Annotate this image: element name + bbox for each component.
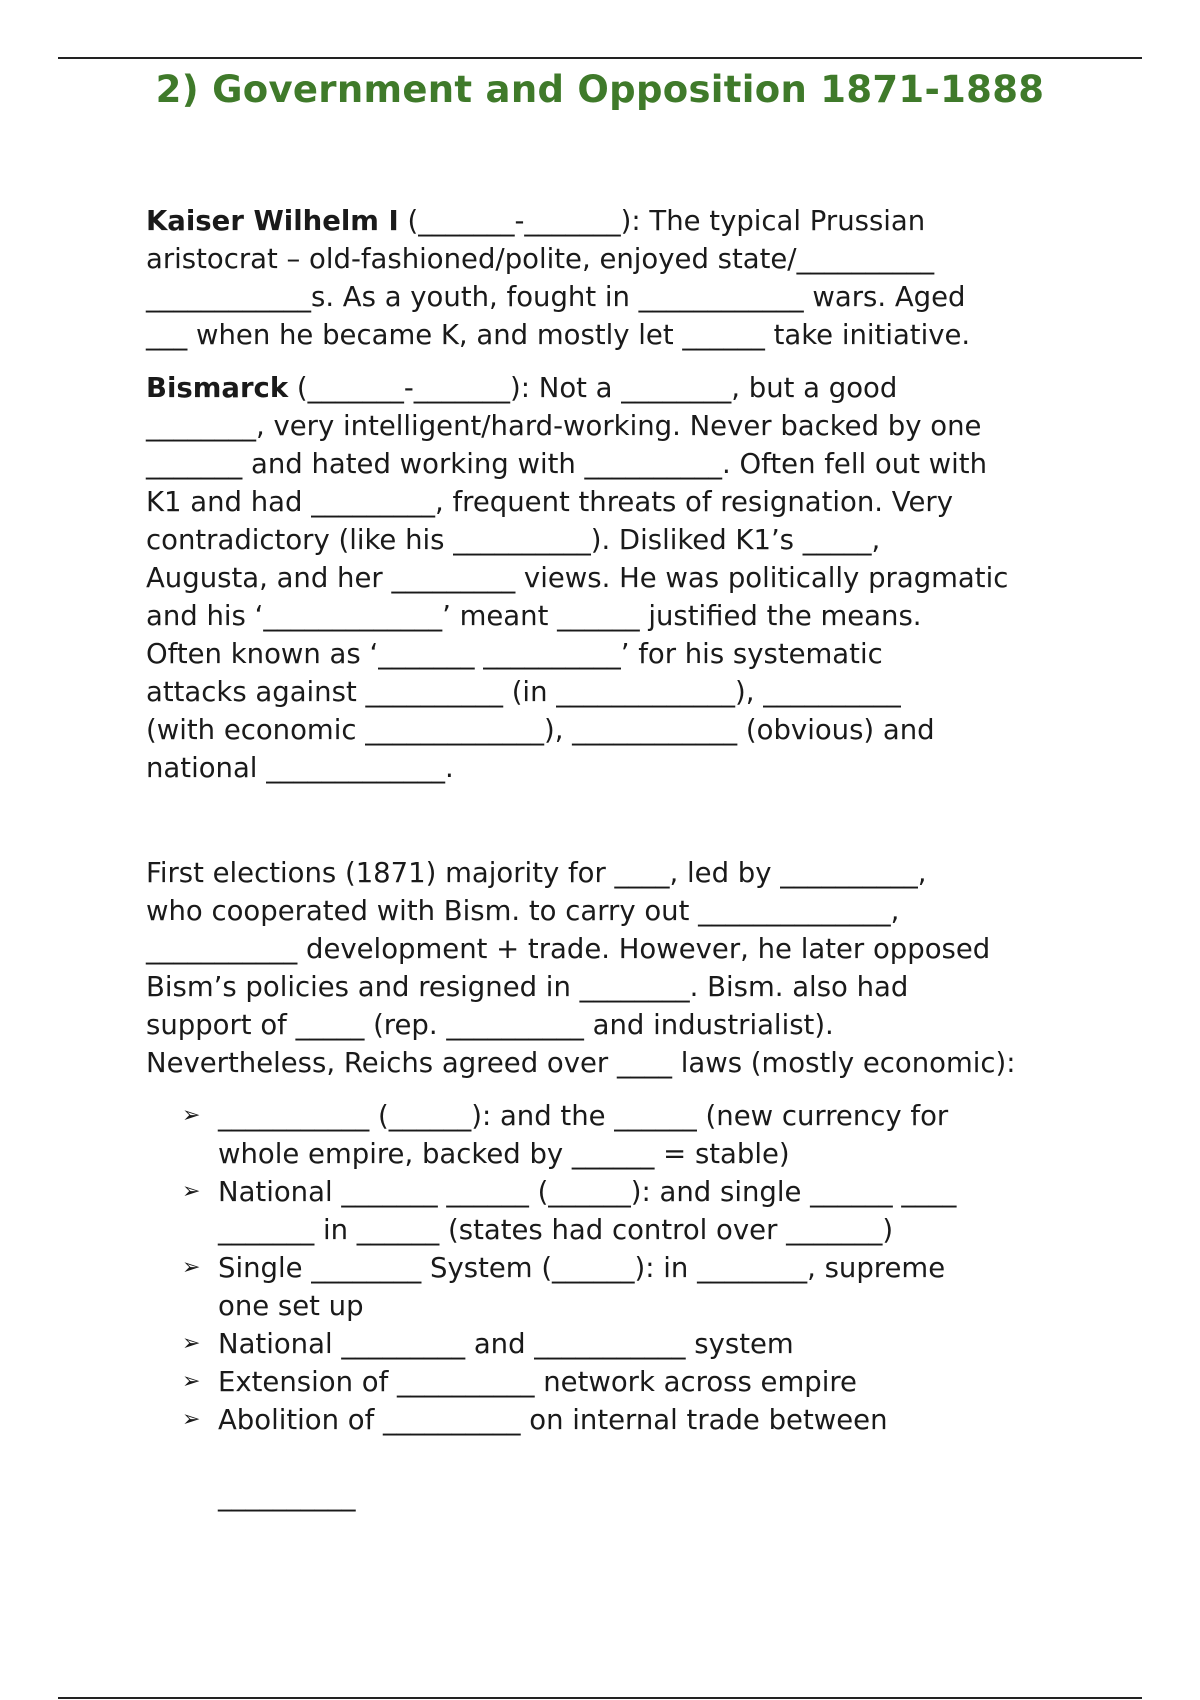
arrow-bullet-icon: ➢ [182, 1331, 201, 1356]
bullet-1-line-1: ___________ (______): and the ______ (new currency for [218, 1100, 949, 1132]
kaiser-line-3: ____________s. As a youth, fought in ____________ wars. Aged [146, 281, 966, 313]
bismarck-heading: Bismarck [146, 372, 289, 404]
bullet-6-line-1: Abolition of __________ on internal trade between [218, 1404, 888, 1436]
bismarck-line-5: contradictory (like his __________). Disliked K1’s _____, [146, 524, 881, 556]
bismarck-line-3: _______ and hated working with __________. Often fell out with [146, 448, 987, 480]
kaiser-line-4: ___ when he became K, and mostly let ______ take initiative. [146, 319, 971, 351]
bullet-4-line-1: National _________ and ___________ system [218, 1328, 794, 1360]
list-item [146, 1401, 1076, 1515]
bismarck-line-11: national _____________. [146, 752, 454, 784]
elections-paragraph [146, 854, 1066, 1082]
elections-line-5: support of _____ (rep. __________ and industrialist). [146, 1009, 834, 1041]
bullet-6-line-2 [218, 1439, 1076, 1477]
kaiser-heading: Kaiser Wilhelm I [146, 205, 399, 237]
bullet-5-line-1: Extension of __________ network across empire [218, 1366, 857, 1398]
list-item [146, 1325, 1076, 1363]
bismarck-line-1 [146, 369, 1066, 407]
page-title: 2) Government and Opposition 1871-1888 [155, 68, 1045, 111]
arrow-bullet-icon: ➢ [182, 1369, 201, 1394]
list-item [146, 1173, 1076, 1249]
bismarck-line-9: attacks against __________ (in _____________), __________ [146, 676, 901, 708]
bullet-3-line-1: Single ________ System (______): in ________, supreme [218, 1252, 946, 1284]
bismarck-line-7: and his ‘_____________’ meant ______ justified the means. [146, 600, 922, 632]
elections-line-1: First elections (1871) majority for ____, led by __________, [146, 857, 927, 889]
bismarck-line-2: ________, very intelligent/hard-working. Never backed by one [146, 410, 982, 442]
bullet-3-line-2: one set up [218, 1290, 364, 1322]
bullet-2-line-1: National _______ ______ (______): and single ______ ____ [218, 1176, 957, 1208]
bullet-2-line-2: _______ in ______ (states had control over _______) [218, 1214, 894, 1246]
arrow-bullet-icon: ➢ [182, 1407, 201, 1432]
kaiser-line-2: aristocrat – old-fashioned/polite, enjoyed state/__________ [146, 243, 935, 275]
arrow-bullet-icon: ➢ [182, 1179, 201, 1204]
arrow-bullet-icon: ➢ [182, 1103, 201, 1128]
bismarck-line-8: Often known as ‘_______ __________’ for his systematic [146, 638, 883, 670]
top-rule [58, 57, 1142, 59]
elections-line-3: ___________ development + trade. However, he later opposed [146, 933, 991, 965]
elections-line-2: who cooperated with Bism. to carry out ______________, [146, 895, 900, 927]
elections-line-6: Nevertheless, Reichs agreed over ____ laws (mostly economic): [146, 1047, 1016, 1079]
bismarck-line-4: K1 and had _________, frequent threats of resignation. Very [146, 486, 953, 518]
bullet-1-line-2: whole empire, backed by ______ = stable) [218, 1138, 790, 1170]
kaiser-paragraph [146, 202, 1066, 354]
bottom-rule [58, 1697, 1142, 1699]
elections-line-4: Bism’s policies and resigned in ________. Bism. also had [146, 971, 909, 1003]
list-item [146, 1097, 1076, 1173]
bismarck-line-6: Augusta, and her _________ views. He was politically pragmatic [146, 562, 1009, 594]
kaiser-line-1-text: (_______-_______): The typical Prussian [398, 205, 926, 237]
bismarck-line-1-text: (_______-_______): Not a ________, but a good [288, 372, 898, 404]
bismarck-paragraph [146, 369, 1066, 787]
bismarck-line-10: (with economic _____________), ____________ (obvious) and [146, 714, 935, 746]
laws-bullet-list [146, 1097, 1076, 1515]
bullet-6-line-3: __________ [218, 1480, 356, 1512]
list-item [146, 1363, 1076, 1401]
arrow-bullet-icon: ➢ [182, 1255, 201, 1280]
kaiser-line-1 [146, 202, 1066, 240]
list-item [146, 1249, 1076, 1325]
